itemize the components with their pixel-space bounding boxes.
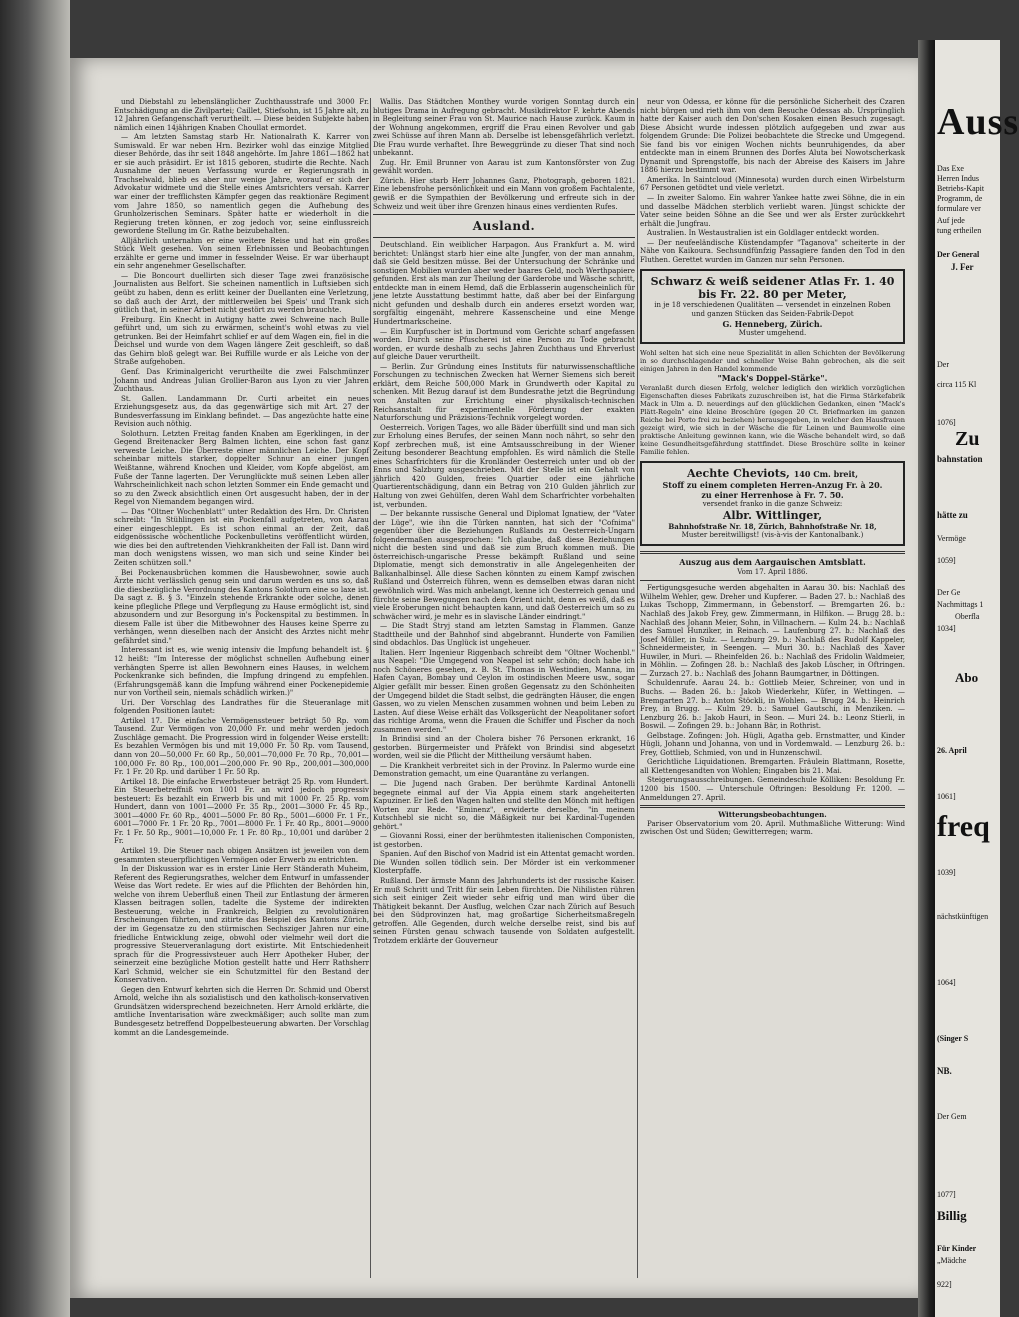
paragraph: St. Gallen. Landammann Dr. Curti arbeitet ein neues Erziehungsgesetz aus, da das gegenwärtige sich mit Art. 27 der Bundesverfassung im Einklang befindet. — Das angezüchte hatte eine Revision auch nöthig. [114,393,369,429]
divider [373,237,635,238]
paragraph: — Am letzten Samstag starb Hr. Nationalrath K. Karrer von Sumiswald. Er war neben Hrn. Bezirker wohl das einzige Mitglied dieser Behörde, das ihr seit 1848 angehörte. Im Jahre 1861—1862 hat er sie auch präsidirt. Er ist 1815 geboren, studirte die Rechte. Nach Ausnahme der neuen Verfassung wurde er Regierungsrath in Trachselwald, blieb es aber nur wenige Jahre, worauf er sich der Advokatur widmete und die Stelle eines Amtsrichters versah. Karrer war einer der trefflichsten Kämpfer gegen das reaktionäre Regiment vom Jahre 1850, so namentlich gegen die Aufhebung des Grunholzerischen Seminars. Später hatte er wiederholt in die Regierung treten können, er zog jedoch vor, seine einflussreich gewordene Stellung im Gr. Rathe beizubehalten. [114,132,369,236]
facing-page-text: J. Fer [951,262,974,272]
paragraph: Bei Pockenausbrüchen kommen die Hausbewohner, sowie auch Ärzte nicht verlässlich genug sein und darum werden es uns so, daß die diesbezügliche Verordnung des Kantons Solothurn eine so laxe ist. Da sagt z. B. § 3. "Einzeln stehende Erkrankte oder solche, denen keine pflegliche Pflege und Verpflegung zu Hause ermöglicht ist, sind abzusondern und zur Besorgung in's Pockenspital zu bestimmen. In diesem Falle ist über die Mitbewohner des Hauses keine Sperre zu verhängen, wenn dieselben nach der Ansicht des Arztes nicht mehr gefährdet sind." [114,567,369,645]
column-rule [637,98,638,1278]
ad-headline-rest: 140 Cm. breit, [793,469,859,480]
paragraph: — In zweiter Salomo. Ein wahrer Yankee hatte zwei Söhne, die in ein und dasselbe Mädchen sterblich verliebt waren. Jüngst schickte der Vater seine beiden Söhne an die See und wer als Erster zurückkehrt erhält die Jungfrau. [640,193,905,228]
section-title-ausland: Ausland. [472,219,536,234]
paragraph: Fertigungsgesuche werden abgehalten in Aarau 30. bis: Nachlaß des Wilhelm Wehler, gew. Dreher und Kupferer. — Baden 27. b.: Nachlaß des Lukas Tschopp, Zimmermann, in Gebenstorf. — Bremgarten 26. b.: Nachlaß des Jakob Frey, gew. Zimmermann, in Hilfikon. — Brugg 28. b.: Nachlaß des Johann Meier, Sohn, in Villnachern. — Kulm 24. b.: Nachlaß des Samuel Hunziker, in Reinach. — Laufenburg 27. b.: Nachlaß des Josef Müller, in Sulz. — Lenzburg 29. b.: Nachlaß des Rudolf Kappeler, Schneidermeister, in Seengen. — Muri 30. b.: Nachlaß des Xaver Huwiler, in Muri. — Rheinfelden 26. b.: Nachlaß des Fridolin Waldmeier, in Möhlin. — Zofingen 28. b.: Nachlaß des Jakob Lüscher, in Oftringen. — Zurzach 27. b.: Nachlaß des Johann Baumgartner, in Döttingen. [640,583,905,678]
paragraph: Solothurn. Letzten Freitag fanden Knaben am Egerklingen, in der Gegend Breitenacker Berg Balmen lichten, eine schon fast ganz verweste Leiche. Die Überreste einer männlichen Leiche. Der Kopf scheinbar mittels starker, doppelter Schnur an einer jungen Weißtanne, während Knochen und Kleider, vom Kopfe abgelöst, am Fuße der Tanne lagerten. Der Verunglückte muß seinen Leben aller Wahrscheinlichkeit nach schon letzten Sommer ein Ende gemacht und so zu den Zweck absichtlich einen Ort ausgesucht haben, der in der Regel von Niemandem begangen wird. [114,428,369,507]
facing-page-text: circa 115 Kl [937,380,977,389]
facing-page-text: 1034] [937,624,956,633]
paragraph: Artikel 19. Die Steuer nach obigen Ansätzen ist jeweilen von dem gesammten steuerpflichtigen Vermögen oder Erwerb zu entrichten. [114,846,369,864]
paragraph: Zürich. Hier starb Herr Johannes Ganz, Photograph, geboren 1821. Eine lebensfrohe persönlichkeit und ein Mann von großem Fachtalente, gewiß er die Sympathien der Bevölkerung und erfreute sich in der Schweiz und weit über ihre Grenzen hinaus eines verdienten Rufes. [373,175,635,211]
ad-footer: Muster umgehend. [738,329,807,338]
facing-page-text: Vermöge [937,534,966,543]
ad-address: Bahnhofstraße Nr. 18, Zürich, Bahnhofstraße Nr. 18, [668,522,877,532]
facing-page-text: bahnstation [937,454,983,464]
paragraph: — Die Jugend nach Graben. Der berühmte Kardinal Antonelli begegnete einmal auf der Via Appia einem stark angeheiterten Kapuziner. Er ließ den Wagen halten und stellte den Mönch mit heftigen Worten zur Rede. "Eminenz", erwiderte derselbe, "in meinem Kutschhebl sie nicht so, die Mäßigkeit nur bei Kardinal-Tugenden gehört." [373,779,635,831]
paragraph: Steigerungsausschreibungen. Gemeindeschule Kölliken: Besoldung Fr. 1200 bis 1500. — Unterschule Oftringen: Besoldung Fr. 1200. — Anmeldungen 27. April. [640,775,905,802]
notice-text: Wohl selten hat sich eine neue Spezialität in allen Schichten der Bevölkerung in so durchschlagender und schneller Weise Bahn gebrochen, als die seit einigen Jahren in den Handel kommende [640,349,905,374]
paragraph: Uri. Der Vorschlag des Landrathes für die Steueranlage mit folgenden Positionen lautet: [114,697,369,716]
facing-page-text: formulare ver [937,204,981,213]
facing-page-text: Der [937,360,949,369]
facing-page-headline: Auss [937,101,1019,143]
paragraph: — Berlin. Zur Gründung eines Instituts für naturwissenschaftliche Forschungen zu technischen Zwecken hat Werner Siemens sich bereit erklärt, dem Reiche 500,000 Mark in Grundwerth oder Kapital zu schenken. Mit Bezug darauf ist dem Bundesrathe jetzt die Begründung von Anstalten zur Errichtung einer physikalisch-technischen Reichsanstalt für experimentelle Förderung der exakten Naturforschung und Präzisions-Technik vorgelegt worden. [373,361,635,423]
paragraph: Australien. In Westaustralien ist ein Goldlager entdeckt worden. [647,228,880,238]
paragraph: — Der bekannte russische General und Diplomat Ignatiew, der "Vater der Lüge", wie ihn die Türken nannten, hat sich der "Cofnima" gegenüber über die Beziehungen Rußlands zu Oesterreich-Ungarn folgendermaßen ausgesprochen: "Ich glaube, daß diese Beziehungen nicht die besten sind und daß sie zum Bruch kommen muß. Die österreichisch-ungarische Presse bekämpft Rußland und seine Diplomatie, mengt sich demonstrativ in alle Angelegenheiten der Balkanhalbinsel. Alle diese Sachen könnten zu einem Kampf zwischen Rußland und Österreich führen, wenn es demselben etwas daran nicht gewöhnlich wird. Was mich anbelangt, kenne ich Oesterreich genau und fürchte seine Bewegungen nach dem Orient nicht, denn es weiß, daß es viele Eroberungen nicht behaupten kann, und daß Oesterreich um so zu schwächer wird, je mehr es in slavische Länder eindringt." [373,509,635,621]
paragraph: In der Diskussion war es in erster Linie Herr Ständerath Muheim, Referent des Regierungsrathes, welcher dem Entwurf in umfassender Weise das Wort redete. Er wies auf die Pflichten der Behörden hin, welche von ihrem Ueberfluß einen Theil zur Entlastung der ärmeren Klassen beitragen sollen, tadelte die Systeme der indirekten Besteuerung, welche in Frankreich, Belgien zu revolutionären Erscheinungen führten, und zitirte das Beispiel des Kantons Zürich, der im Gegensatze zu den stürmischen Sechsziger Jahren nur eine friedliche Entwicklung zeige, obwohl oder vielmehr weil dort die progressive Steuerveranlagung dort existirte. Mit Entschiedenheit sprach für die Progressivsteuer auch Herr Apotheker Huber, der seinerzeit eine bezügliche Motion gestellt hatte und Herr Rathsherr Karl Schmid, welcher sie ein Schutzmittel für den Bestand der Konservativen. [114,864,369,985]
facing-page-headline: Abo [955,670,979,685]
column-1 [114,98,369,1038]
paragraph: Gelbstage. Zofingen: Joh. Hügli, Agatha geb. Ernstmatter, und Kinder Hügli, Johann und Johanna, von und in Vordemwald. — Lenzburg 26. b.: Frey, Gottlieb, Schmied, von und in Hunzenschwil. [640,730,905,757]
facing-page-text: 922] [937,1280,952,1289]
divider [640,551,905,554]
ad-line: Stoff zu einem completen Herren-Anzug Fr. à 20. [662,480,883,491]
column-2 [373,98,635,946]
paragraph: — Giovanni Rossi, einer der berühmtesten italienischen Componisten, ist gestorben. [373,831,635,849]
paragraph: Artikel 17. Die einfache Vermögenssteuer beträgt 50 Rp. vom Tausend. Zur Vermögen von 20,000 Fr. und mehr werden jedoch Zuschläge gemacht. Die Progression wird in folgender Weise erstellt: Es bezahlen Vermögen bis und mit 19,000 Fr. 50 Rp. vom Tausend, dann von 20—50,000 Fr. 60 Rp., 50,001—70,000 Fr. 70 Rp., 70,001—100,000 Fr. 80 Rp., 100,001—200,000 Fr. 90 Rp., 200,001—300,000 Fr. 1 Fr. 20 Rp. und darüber 1 Fr. 50 Rp. [114,715,369,777]
paragraph: Wallis. Das Städtchen Monthey wurde vorigen Sonntag durch ein blutiges Drama in Aufregung gebracht. Musikdirektor F. kehrte Abends in Begleitung seiner Frau von St. Maurice nach Hause zurück. Kaum in der Wohnung angekommen, ergriff die Frau einen Revolver und gab zwei Schüsse auf ihren Mann ab. Derselbe ist lebensgefährlich verletzt. Die Frau wurde verhaftet. Ihre Beweggründe zu dieser That sind noch unbekannt. [373,97,635,158]
divider [373,214,635,215]
column-3 [640,98,905,838]
ad-headline: Schwarz & weiß seidener Atlas Fr. 1. 40 bis Fr. 22. 80 per Meter, [650,275,895,302]
paragraph: Deutschland. Ein weiblicher Harpagon. Aus Frankfurt a. M. wird berichtet: Unlängst starb hier eine alte Jungfer, von der man annahm, daß sie Geld besitzen müsse. Bei der Untersuchung der Schränke und sonstigen Mobilien wurden aber weder baares Geld, noch Werthpapiere gefunden. Erst als man zur Theilung der Garderobe und Wäsche schritt, entdeckte man in einem Hemd, daß die Erblasserin augenscheinlich für jene letzte Ausstattung bestimmt hatte, daß aber bei der Einfargung nicht gefunden und deshalb durch ein anderes ersetzt worden war, sorgfältig eingenäht, mehrere Kassenscheine und eine Menge Hundertmarkscheine. [373,240,635,327]
facing-page-text: 1064] [937,978,956,987]
paragraph: Rußland. Der ärmste Mann des Jahrhunderts ist der russische Kaiser. Er muß Schritt und Tritt für sein Leben fürchten. Die Nihilisten rühren sich seit einiger Zeit wieder sehr eifrig und man wird über die Thätigkeit bekannt. Der Ausflug, welchen Czar nach Zürich auf Besuch bei den Südprovinzen hat, mag großartige Sicherheitsmaßregeln getroffen. Alle Gegenden, durch welche derselbe reist, sind bis auf seinen Fürsten genau schwach tausende von Soldaten aufgestellt. Trotzdem erklärte der Gouverneur [373,876,635,945]
paragraph: Zug. Hr. Emil Brunner von Aarau ist zum Kantonsförster von Zug gewählt worden. [373,157,635,176]
facing-page-text: „Mädche [937,1256,967,1265]
facing-page-text: 1076] [937,418,956,427]
paragraph: Gerichtliche Liquidationen. Bremgarten. Fräulein Blattmann, Rosette, all Klettengesandten von Wohlen; Eingaben bis 21. Mai. [640,757,905,775]
paragraph: — Der neufeeländische Küstendampfer "Taganova" scheiterte in der Nähe von Kaikoura. Sechsundfünfzig Passagiere fanden den Tod in den Fluthen. Gerettet wurden im Ganzen nur sehn Personen. [640,237,905,264]
facing-page-text: NB. [937,1066,952,1076]
facing-page-text: Auf jede [937,216,965,225]
facing-page-text: 1061] [937,792,956,801]
facing-page-text: Der Gem [937,1112,967,1121]
paragraph: — Ein Kurpfuscher ist in Dortmund vom Gerichte scharf angefassen worden. Durch seine Pfuscherei ist eine Person zu Tode gebracht worden, er wurde deshalb zu sechs Jahren Zuchthaus und Ehrverlust auf gleiche Dauer verurtheilt. [373,326,635,362]
ad-line: zu einer Herrenhose à Fr. 7. 50. [701,490,844,501]
facing-page [935,40,1019,1317]
ad-firm: G. Henneberg, Zürich. [722,319,823,330]
ad-body: in je 18 verschiedenen Qualitäten — versendet in einzelnen Roben und ganzen Stücken das Seiden-Fabrik-Depot [654,301,891,319]
facing-page-text: Der Ge [937,588,961,597]
facing-page-text: nächstkünftigen [937,912,989,921]
facing-page-text: 26. April [937,746,967,755]
weather-title: Witterungsbeobachtungen. [718,810,827,820]
paragraph: Amerika. In Saintcloud (Minnesota) wurden durch einen Wirbelsturm 67 Personen getödtet und viele verletzt. [640,174,905,193]
paragraph: Pariser Observatorium vom 20. April. Muthmaßliche Witterung: Wind zwischen Ost und Süden; Gewitterregen; warm. [640,818,905,837]
facing-page-text: (Singer S [937,1034,969,1043]
paragraph: — Das "Oltner Wochenblatt" unter Redaktion des Hrn. Dr. Christen schreibt: "In Stühlingen ist ein Pockenfall aufgetreten, von Aarau einer eingeschleppt. Es ist schon einmal an der Zeit, daß eidgenössische wöchentliche Pockenbulletins veröffentlicht würden, wie dies bei den auftretenden Viehkrankheiten der Fall ist. Dann wird man doch wenigstens wissen, wo man sich und seine Kinder bei Zeiten schützen soll." [114,506,369,567]
paragraph: Genf. Das Kriminalgericht verurtheilte die zwei Falschmünzer Johann und Andreas Julian Grollier-Baron aus Lyon zu vier Jahren Zuchthaus. [114,366,369,394]
facing-page-headline: freq [937,810,990,843]
facing-page-headline: Zu [955,428,980,450]
facing-page-text: tung ertheilen [937,226,982,235]
paragraph: Gegen den Entwurf kehrten sich die Herren Dr. Schmid und Oberst Arnold, welche ihn als sozialistisch und den katholisch-konservativen Grundsätzen widersprechend bezeichneten. Herr Arnold erklärte, die amtliche Inventarisation wäre zweckmäßiger; auch sollte man zum Bundesgesetz betreffend Doppelbesteuerung abwarten. Der Vorschlag kommt an die Landesgemeinde. [114,984,369,1037]
paragraph: und Diebstahl zu lebenslänglicher Zuchthausstrafe und 3000 Fr. Entschädigung an die Zivilpartei; Caillet, Stiefsohn, ist 15 Jahre alt, zu 12 Jahren Gefangenschaft verurtheilt. — Diese beiden Subjekte haben nämlich einen 14jährigen Knaben Choullat ermordet. [114,97,369,132]
ad-firm: Albr. Wittlinger, [722,509,823,523]
paragraph: — Die Krankheit verbreitet sich in der Provinz. In Palermo wurde eine Demonstration gemacht, um eine Quarantäne zu verlangen. [373,760,635,779]
paragraph: Interessant ist es, wie wenig intensiv die Impfung behandelt ist. § 12 heißt: "Im Interesse der möglichst schnellen Aufhebung einer verhängten Sperre ist allen Bewohnern eines Hauses, in welchem Pockenkranke sich befinden, die Impfung dringend zu empfehlen. (Erfahrungsgemäß kann die Impfung während einer Pockenepidemie nur von Vortheil sein, niemals schädlich wirken.)" [114,645,369,698]
divider [640,805,905,808]
paragraph: In Brindisi sind an der Cholera bisher 76 Personen erkrankt, 16 gestorben. Bürgermeister und Präfekt von Brindisi sind abgesetzt worden, weil sie die Pflicht der Mittheilung versäumt haben. [373,734,635,761]
facing-page-text: Das Exe [937,164,964,173]
newspaper-page [70,58,920,1298]
paragraph: — Die Boncourt duellirten sich dieser Tage zwei französische Journalisten aus Belfort. Sie scheinen namentlich in Luftsieben sich geübt zu haben, denn es erlitt keiner der Duellanten eine Verletzung, so daß auch der Arzt, der mittlerweilen bei Speis' und Trank sich gütlich that, in seiner Arbeit nicht gestört zu werden brauchte. [114,270,369,315]
notice-body: Veranlaßt durch diesen Erfolg, welcher lediglich den wirklich vorzüglichen Eigenschaften dieses Fabrikats zuzuschreiben ist, hat die Firma Stärkefabrik Mack in Ulm a. D. neuerdings auf den glücklichen Gedanken, einen "Mack's Plätt-Regeln" eine kleine Broschüre (gegen 20 Ct. Briefmarken im ganzen Reiche bei Porto frei zu beziehen) herausgegeben, in welcher den Hausfrauen gezeigt wird, wie sich in der Wäsche die für Leinen und Baumwolle eine praktische Anleitung gewinnen kann, wie die Wäsche behandelt wird, so daß keine Gesundheitsgefährdung stattfindet. Diese Broschüre sollte in keiner Familie fehlen. [640,384,905,457]
paragraph: — Die Stadt Stryj stand am letzten Samstag in Flammen. Ganze Stadttheile und der Bahnhof sind abgebrannt. Hunderte von Familien sind obdachlos. Das Unglück ist ungeheuer. [373,621,635,648]
facing-page-text: 1077] [937,1190,956,1199]
section-title-amtsblatt: Auszug aus dem Aargauischen Amtsblatt. [679,557,866,568]
facing-page-text: Herren Indus [937,174,979,183]
paragraph: neur von Odessa, er könne für die persönliche Sicherheit des Czaren nicht bürgen und rieth ihm von dem Besuche Odessas ab. Ursprünglich hatte der Kaiser auch den Don'schen Kosaken einen Besuch zugesagt. Diese Absicht wurde indessen plötzlich aufgegeben und zwar aus folgendem Grunde: Die Polizei beobachtete die Strecke und Umgegend. Sie fand bis vor einigen Wochen nichts beunruhigendes, da aber entdeckte man in einem Brunnen des Dorfes Aluta bei Nowotscherkask Dynamit und Sprengstoffe, bis nach der Abreise des Kaisers im Jahre 1886 hierzu bestimmt war. [640,97,905,175]
divider [640,580,905,581]
paragraph: Oesterreich. Vorigen Tages, wo alle Bäder überfüllt sind und man sich zur Erholung eines Berufes, der seinen Mann noch nährt, so sehr den Kopf zerbrechen muß, ist eine Amtsausschreibung in der Wiener Zeitung besonderer Beachtung empfohlen. Es wird nämlich die Stelle eines Scharfrichters für die Kronländer Oesterreich unter und ob der Enns und Salzburg ausgeschrieben. Mit der Stelle ist ein Gehalt von jährlich 420 Gulden, freies Quartier oder eine jährliche Quartierentschädigung, dann ein Betrag von 210 Gulden jährlich zur Haltung von zwei Gehülfen, deren Wahl dem Scharfrichter vorbehalten ist, verbunden. [373,422,635,509]
advertisement-cheviots [640,461,905,546]
ad-footer: Muster bereitwilligst! (vis-à-vis der Kantonalbank.) [681,531,864,540]
advertisement-silk [640,269,905,344]
facing-page-text: Betriebs-Kapit [937,184,985,193]
binding-shadow [0,0,70,1317]
facing-page-text: Oberfla [955,612,980,621]
ad-line: versendet franko in die ganze Schweiz: [702,500,843,509]
paragraph: Freiburg. Ein Knecht in Autigny hatte zwei Schweine nach Bulle geführt und, um sich zu erwärmen, scheint's wohl etwas zu viel getrunken. Bei der Heimfahrt schlief er auf dem Wagen ein, fiel in die Deichsel und wurde von dem Wagen längere Zeit geschleift, so daß das Gehirn bloß gelegt war. Bei Ruffille wurde er als Leiche von der Straße aufgehoben. [114,314,369,367]
paragraph: Spanien. Auf den Bischof von Madrid ist ein Attentat gemacht worden. Die Wunden sollen tödlich sein. Der Mörder ist ein verkommener Klosterpfaffe. [373,849,635,876]
paragraph: Schuldenrufe. Aarau 24. b.: Gottlieb Meier, Schreiner, von und in Buchs. — Baden 26. b.: Jakob Wiederkehr, Küfer, in Wettingen. — Bremgarten 27. b.: Anton Stöckli, in Wohlen. — Brugg 24. b.: Heinrich Frey, in Brugg. — Kulm 29. b.: Samuel Gautschi, in Menziken. — Lenzburg 26. b.: Jakob Hauri, in Seon. — Muri 24. b.: Leonz Stierli, in Boswil. — Zofingen 29. b.: Johann Bär, in Rothrist. [640,678,905,731]
notice-title: "Mack's Doppel-Stärke". [717,373,828,384]
facing-page-text: hätte zu [937,510,968,520]
paragraph: Italien. Herr Ingenieur Riggenbach schreibt dem "Oltner Wochenbl." aus Neapel: "Die Umgegend von Neapel ist sehr schön; doch habe ich noch Schöneres gesehen, z. B. St. Thomas in Westindien, Manna, im Hafen Cayan, Bombay und Ceylon im ostindischen Meere usw., sogar Algier gefällt mir besser. Einen großen Gegensatz zu den Schönheiten der Umgegend bildet die Stadt selbst, die gedrängten Häuser, die engen Gassen, wo zu vielen Menschen zusammen wohnen und beim Leben zu Lasten. Auf diese Weise erhält das Volksgerücht der Neapolitaner sofort das richtige Aroma, wenn die Frauen die Schiffer und Fischer da noch zusammen werden." [373,647,635,734]
facing-page-text: Für Kinder [937,1244,977,1253]
facing-page-text: Nachmittags 1 [937,600,984,609]
facing-page-headline: Billig [937,1208,967,1223]
facing-page-text: 1059] [937,556,956,565]
facing-page-text: Programm, de [937,194,983,203]
paragraph: Alljährlich unternahm er eine weitere Reise und hat ein großes Stück Welt gesehen. Von seinen Erlebnissen und Beobachtungen erzählte er gerne und immer in fesselnder Weise. Er war überhaupt ein sehr angenehmer Gesellschafter. [114,235,369,271]
paragraph: Artikel 18. Die einfache Erwerbsteuer beträgt 25 Rp. vom Hundert. Ein Steuerbetreffniß von 1001 Fr. an wird jedoch progressiv besteuert: Es bezahlt ein Erwerb bis und mit 1000 Fr. 25 Rp. vom Hundert, dann von 1001—2000 Fr. 35 Rp., 2001—3000 Fr. 45 Rp., 3001—4000 Fr. 60 Rp., 4001—5000 Fr. 80 Rp., 5001—6000 Fr. 1 Fr., 6001—7000 Fr. 1 Fr. 20 Rp., 7001—8000 Fr. 1 Fr. 40 Rp., 8001—9000 Fr. 1 Fr. 50 Rp., 9001—10,000 Fr. 1 Fr. 80 Rp., 10,001 und darüber 2 Fr. [114,776,369,846]
column-rule [370,98,371,1278]
ad-headline: Aechte Cheviots, [686,467,790,481]
facing-page-text: Der General [937,250,980,259]
facing-page-text: 1039] [937,868,956,877]
amtsblatt-date: Vom 17. April 1886. [737,568,808,577]
